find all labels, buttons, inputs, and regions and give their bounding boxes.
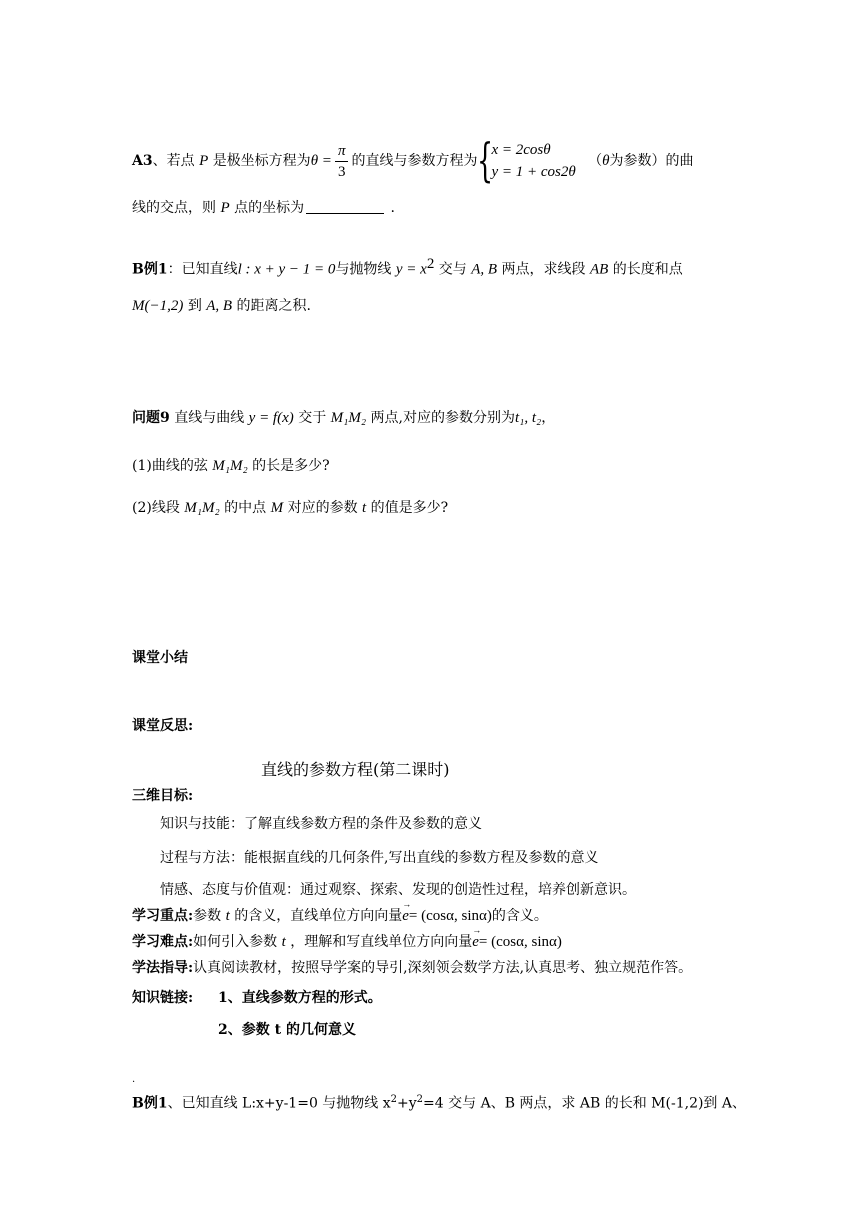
vector-e: → e [402, 906, 409, 926]
page-title: 直线的参数方程(第二课时) [261, 760, 450, 779]
question-9-part1: (1)曲线的弦 M₁M₂ 的长是多少? [132, 458, 330, 474]
problem-label: A3 [132, 153, 153, 169]
problem-a3-line2: 线的交点，则 P 点的坐标为 . [132, 200, 395, 216]
fraction: $\frac{\pi}{3}$ [335, 141, 349, 182]
section-summary: 课堂小结 [132, 650, 188, 666]
goal-process: 过程与方法：能根据直线的几何条件,写出直线的参数方程及参数的意义 [160, 850, 599, 866]
learning-difficulty: 学习难点:如何引入参数 t ，理解和写直线单位方向向量→ e= (cosα, sinα) [132, 932, 562, 952]
knowledge-link-2: 2、参数 t 的几何意义 [218, 1022, 356, 1038]
example-b1-line2: M(−1,2) 到 A, B 的距离之积. [132, 298, 311, 314]
example-b1-repeat: B例1、已知直线 L:x+y-1=0 与抛物线 $x^2+y^2=4$ 交与 A、B 两点，求 AB 的长和 M(-1,2)到 A、 [132, 1094, 746, 1112]
example-b1-line1: B例1：已知直线l : x + y − 1 = 0与抛物线 $y = x^2$ 交与 A, B 两点，求线段 AB 的长度和点 [132, 256, 683, 278]
section-reflection: 课堂反思: [132, 718, 194, 734]
goal-emotion: 情感、态度与价值观：通过观察、探索、发现的创造性过程，培养创新意识。 [160, 882, 636, 898]
goal-knowledge: 知识与技能：了解直线参数方程的条件及参数的意义 [160, 816, 482, 832]
study-method: 学法指导:认真阅读教材，按照导学案的导引,深刻领会数学方法,认真思考、独立规范作答。 [132, 960, 693, 976]
brace-icon: { [477, 133, 494, 187]
problem-a3-line1: A3、若点 P 是极坐标方程为θ = $\frac{\pi}{3}$ 的直线与参数方程为 { x = 2cosθ y = 1 + cos2θ （θ为参数）的曲 [132, 133, 694, 187]
question-9-line1: 问题9 直线与曲线 y = f(x) 交于 M₁M₂ 两点,对应的参数分别为t₁, t₂， [132, 410, 556, 426]
answer-blank [306, 199, 384, 214]
dot-mark: . [132, 1074, 136, 1085]
goals-label: 三维目标: [132, 788, 194, 804]
parametric-system: { x = 2cosθ y = 1 + cos2θ [477, 133, 576, 187]
knowledge-link: 知识链接: 1、直线参数方程的形式。 [132, 990, 382, 1006]
learning-focus: 学习重点:参数 t 的含义，直线单位方向向量→ e= (cosα, sinα)的含义。 [132, 906, 548, 926]
question-9-part2: (2)线段 M₁M₂ 的中点 M 对应的参数 t 的值是多少? [132, 500, 449, 516]
